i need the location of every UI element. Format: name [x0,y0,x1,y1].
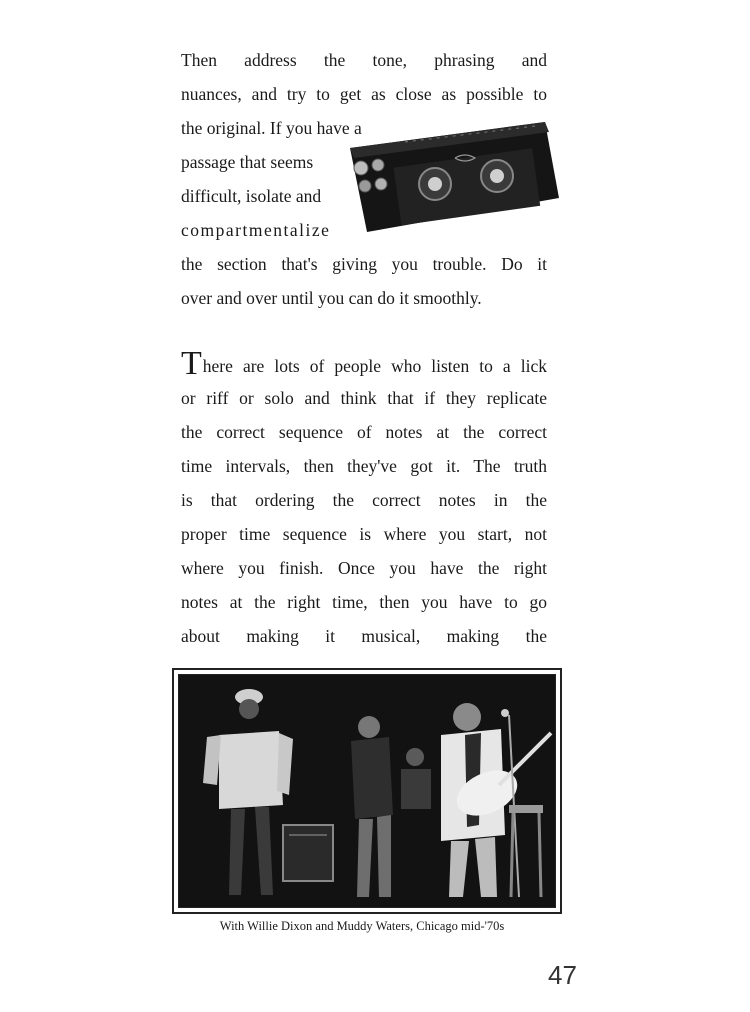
paragraph-2-line-2: or riff or solo and think that if they replicate [181,388,547,408]
paragraph-2-line-3: the correct sequence of notes at the correct [181,422,547,442]
paragraph-1-line-8: over and over until you can do it smoothly. [181,288,482,308]
paragraph-1-line-7: the section that's giving you trouble. Do it [181,254,547,274]
paragraph-1-line-1: Then address the tone, phrasing and [181,50,547,70]
paragraph-2-line-8: notes at the right time, then you have to go [181,592,547,612]
paragraph-1-line-2: nuances, and try to get as close as possible to [181,84,547,104]
paragraph-1-line-5: difficult, isolate and [181,186,322,206]
photo-caption: With Willie Dixon and Muddy Waters, Chicago mid-'70s [219,919,505,933]
paragraph-2-line-1 [181,345,547,382]
concert-photo-image [178,674,556,908]
paragraph-2-line-5: is that ordering the correct notes in the [181,490,547,510]
paragraph-2-first-line-text: here are lots of people who listen to a lick [202,356,547,376]
paragraph-1-line-4: passage that seems [181,152,314,172]
paragraph-1-line-6: compartmentalize [181,220,331,240]
paragraph-2-line-6: proper time sequence is where you start, not [181,524,547,544]
paragraph-1-line-3: the original. If you have a [181,118,362,138]
drop-cap: T [181,345,202,382]
paragraph-2-line-4: time intervals, then they've got it. The truth [181,456,547,476]
paragraph-2-line-9: about making it musical, making the [181,626,547,646]
concert-photo [172,668,562,914]
paragraph-2-line-7: where you finish. Once you have the right [181,558,547,578]
page-number: 47 [548,960,577,990]
amplifier-image [345,118,560,236]
